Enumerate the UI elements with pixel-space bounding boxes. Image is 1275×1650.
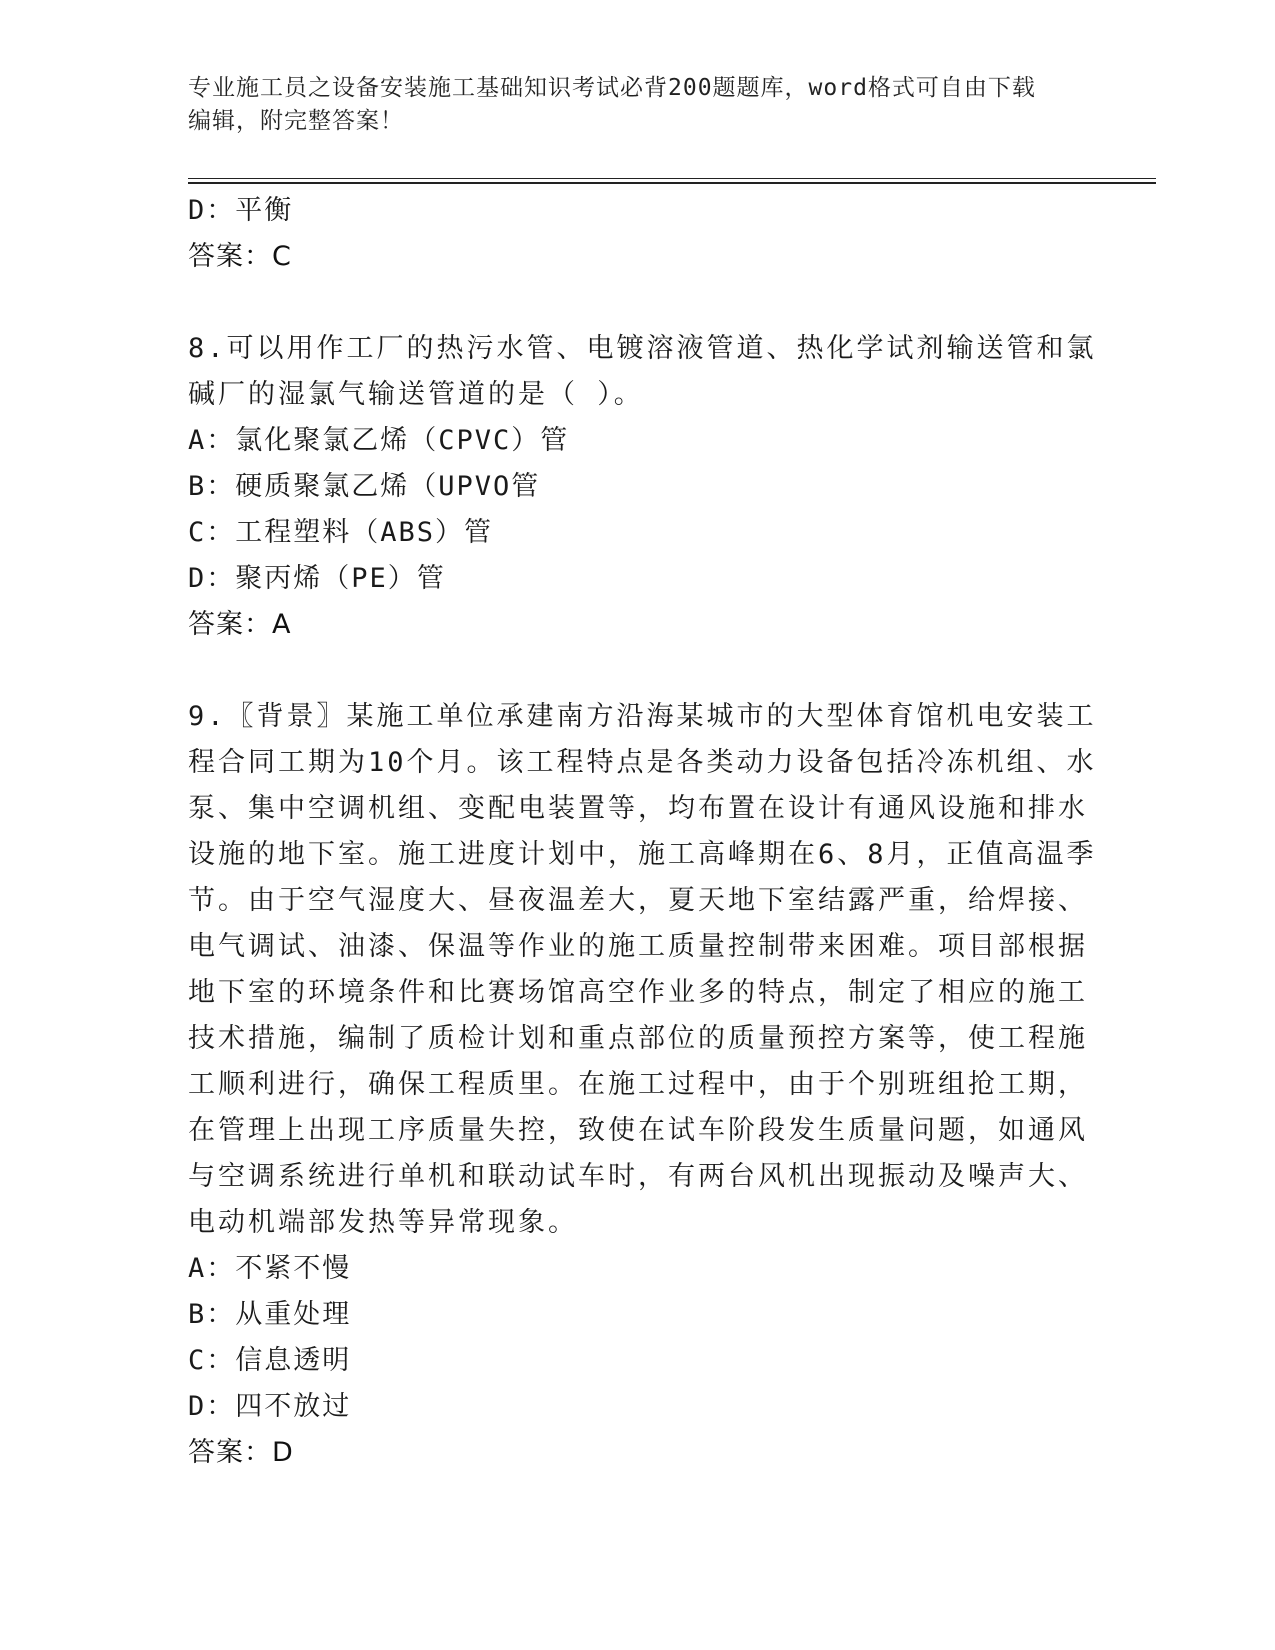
- header-divider-thin: [188, 178, 1156, 179]
- question-9-option-a: A：不紧不慢: [188, 1253, 352, 1284]
- question-9-stem-line: 程合同工期为10个月。该工程特点是各类动力设备包括冷冻机组、水: [188, 747, 1097, 778]
- question-9-stem-line: 泵、集中空调机组、变配电装置等，均布置在设计有通风设施和排水: [188, 793, 1088, 824]
- question-8-option-d: D：聚丙烯（PE）管: [188, 563, 446, 594]
- question-9: [188, 694, 1097, 1476]
- question-9-stem-line: 在管理上出现工序质量失控，致使在试车阶段发生质量问题，如通风: [188, 1115, 1088, 1146]
- question-9-answer: 答案：D: [188, 1437, 294, 1468]
- question-9-stem-line: 工顺利进行，确保工程质里。在施工过程中，由于个别班组抢工期，: [188, 1069, 1088, 1100]
- question-8-option-a: A：氯化聚氯乙烯（CPVC）管: [188, 425, 570, 456]
- question-9-option-b: B：从重处理: [188, 1299, 352, 1330]
- question-8-answer: 答案：A: [188, 609, 292, 640]
- question-9-option-d: D：四不放过: [188, 1391, 352, 1422]
- question-9-stem-line: 技术措施，编制了质检计划和重点部位的质量预控方案等，使工程施: [188, 1023, 1088, 1054]
- question-8-stem: [188, 326, 1097, 418]
- document-header: [188, 72, 1068, 138]
- spacer: [188, 280, 1088, 326]
- question-9-stem: [188, 694, 1097, 1246]
- document-body: [188, 188, 1097, 1476]
- question-9-stem-line: 电气调试、油漆、保温等作业的施工质量控制带来困难。项目部根据: [188, 931, 1088, 962]
- question-8-stem-line: 碱厂的湿氯气输送管道的是（ ）。: [188, 379, 644, 410]
- previous-question-answer: 答案：C: [188, 241, 292, 272]
- question-8: [188, 326, 1097, 648]
- header-title-line2: 编辑，附完整答案！: [188, 108, 404, 134]
- question-9-stem-line: 地下室的环境条件和比赛场馆高空作业多的特点，制定了相应的施工: [188, 977, 1088, 1008]
- question-9-stem-line: 电动机端部发热等异常现象。: [188, 1207, 578, 1238]
- question-9-stem-line: 节。由于空气湿度大、昼夜温差大，夏天地下室结露严重，给焊接、: [188, 885, 1088, 916]
- question-8-stem-line: 8.可以用作工厂的热污水管、电镀溶液管道、热化学试剂输送管和氯: [188, 333, 1097, 364]
- question-9-stem-line: 与空调系统进行单机和联动试车时，有两台风机出现振动及噪声大、: [188, 1161, 1088, 1192]
- header-divider-thick: [188, 182, 1156, 184]
- header-title-line1: 专业施工员之设备安装施工基础知识考试必背200题题库，word格式可自由下载: [188, 75, 1036, 101]
- question-8-option-c: C：工程塑料（ABS）管: [188, 517, 494, 548]
- question-9-stem-line: 9.〖背景〗某施工单位承建南方沿海某城市的大型体育馆机电安装工: [188, 701, 1097, 732]
- spacer: [188, 648, 1088, 694]
- previous-question-option-d: D：平衡: [188, 195, 294, 226]
- question-9-option-c: C：信息透明: [188, 1345, 352, 1376]
- question-9-stem-line: 设施的地下室。施工进度计划中，施工高峰期在6、8月，正值高温季: [188, 839, 1097, 870]
- question-8-option-b: B：硬质聚氯乙烯（UPVO管: [188, 471, 541, 502]
